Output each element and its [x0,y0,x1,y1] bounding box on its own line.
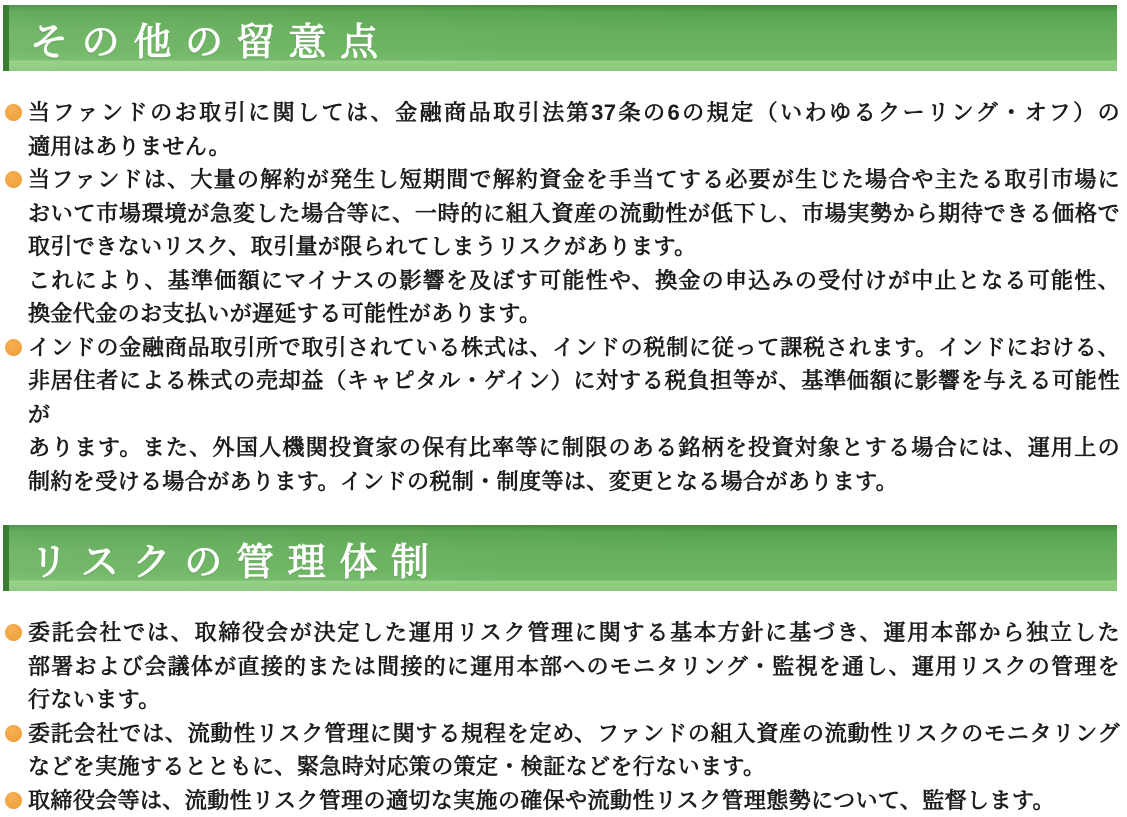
list-item [4,163,1120,331]
list-item [4,96,1120,163]
section-body-other-notes [4,96,1120,498]
text-line: 取締役会等は、流動性リスク管理の適切な実施の確保や流動性リスク管理態勢について、監督します。 [28,784,1120,817]
bullet-icon [5,624,22,641]
text-line: 部署および会議体が直接的または間接的に運用本部へのモニタリング・監視を通し、運用リスクの管理を [28,650,1120,684]
text-line: これにより、基準価額にマイナスの影響を及ぼす可能性や、換金の申込みの受付けが中止となる可能性、 [28,264,1120,298]
text-line: 当ファンドは、大量の解約が発生し短期間で解約資金を手当てする必要が生じた場合や主たる取引市場に [28,163,1120,197]
bullet-icon [5,792,22,809]
list-item [4,717,1120,784]
text-line: 当ファンドのお取引に関しては、金融商品取引法第37条の6の規定（いわゆるクーリング・オフ）の [28,96,1120,130]
text-line: などを実施するとともに、緊急時対応策の策定・検証などを行ないます。 [28,750,1120,784]
bullet-icon [5,171,22,188]
text-line: 取引できないリスク、取引量が限られてしまうリスクがあります。 [28,230,1120,264]
section-header-risk-management [3,525,1117,591]
list-item [4,784,1120,817]
text-line: 委託会社では、流動性リスク管理に関する規程を定め、ファンドの組入資産の流動性リスクのモニタリング [28,717,1120,751]
section-header-other-notes [3,5,1117,71]
bullet-icon [5,725,22,742]
list-item [4,331,1120,499]
text-line: 行ないます。 [28,683,1120,717]
text-line: 換金代金のお支払いが遅延する可能性があります。 [28,297,1120,331]
text-line: おいて市場環境が急変した場合等に、一時的に組入資産の流動性が低下し、市場実勢から期待できる価格で [28,197,1120,231]
section-title: その他の留意点 [9,11,392,66]
section-body-risk-management [4,616,1120,817]
section-title: リスクの管理体制 [9,531,443,586]
bullet-icon [5,339,22,356]
text-line: 適用はありません。 [28,130,1120,164]
list-item [4,616,1120,717]
page [0,5,1127,784]
bullet-icon [5,104,22,121]
text-line: 非居住者による株式の売却益（キャピタル・ゲイン）に対する税負担等が、基準価額に影響を与える可能性が [28,364,1120,431]
text-line: 制約を受ける場合があります。インドの税制・制度等は、変更となる場合があります。 [28,465,1120,499]
text-line: あります。また、外国人機関投資家の保有比率等に制限のある銘柄を投資対象とする場合には、運用上の [28,431,1120,465]
text-line: インドの金融商品取引所で取引されている株式は、インドの税制に従って課税されます。インドにおける、 [28,331,1120,365]
text-line: 委託会社では、取締役会が決定した運用リスク管理に関する基本方針に基づき、運用本部から独立した [28,616,1120,650]
